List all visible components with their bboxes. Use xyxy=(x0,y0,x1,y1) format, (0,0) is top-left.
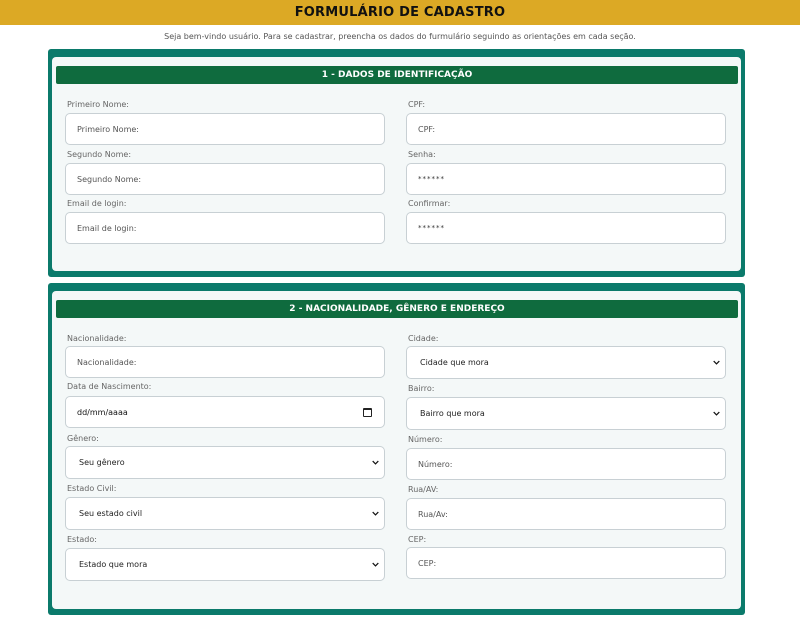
nacionalidade-input[interactable]: Nacionalidade: xyxy=(65,346,385,378)
bairro-label: Bairro: xyxy=(408,384,435,393)
section-nationality-address xyxy=(48,283,745,615)
nascimento-label: Data de Nascimento: xyxy=(67,382,152,391)
chevron-down-icon xyxy=(713,359,720,366)
page-title: FORMULÁRIO DE CADASTRO xyxy=(294,5,506,20)
cep-input[interactable]: CEP: xyxy=(406,547,726,579)
section-identification xyxy=(48,49,745,277)
segundo-nome-label: Segundo Nome: xyxy=(67,150,132,159)
estado-value: Estado que mora xyxy=(79,560,148,569)
nascimento-value: dd/mm/aaaa xyxy=(77,407,128,417)
nacionalidade-label: Nacionalidade: xyxy=(67,334,127,343)
cpf-label: CPF: xyxy=(408,100,426,109)
chevron-down-icon xyxy=(713,410,720,417)
primeiro-nome-input[interactable]: Primeiro Nome: xyxy=(65,113,385,145)
cpf-input[interactable]: CPF: xyxy=(406,113,726,145)
chevron-down-icon xyxy=(372,510,379,517)
numero-input[interactable]: Número: xyxy=(406,448,726,480)
genero-select[interactable] xyxy=(65,446,385,479)
email-input[interactable]: Email de login: xyxy=(65,212,385,244)
numero-label: Número: xyxy=(408,435,443,444)
section-title: 1 - DADOS DE IDENTIFICAÇÃO xyxy=(56,66,738,84)
senha-label: Senha: xyxy=(408,150,436,159)
chevron-down-icon xyxy=(372,459,379,466)
email-label: Email de login: xyxy=(67,199,127,208)
cidade-select[interactable] xyxy=(406,346,726,379)
estado-civil-label: Estado Civil: xyxy=(67,484,117,493)
primeiro-nome-label: Primeiro Nome: xyxy=(67,100,129,109)
calendar-icon[interactable] xyxy=(363,408,372,417)
section-title: 2 - NACIONALIDADE, GÊNERO E ENDEREÇO xyxy=(56,300,738,318)
header-bar xyxy=(0,0,800,25)
intro-text: Seja bem-vindo usuário. Para se cadastrar, preencha os dados do furmulário seguindo as orientações em cada seção. xyxy=(164,32,636,41)
rua-input[interactable]: Rua/Av: xyxy=(406,498,726,530)
confirmar-label: Confirmar: xyxy=(408,199,451,208)
genero-label: Gênero: xyxy=(67,434,99,443)
cidade-value: Cidade que mora xyxy=(420,358,489,367)
estado-label: Estado: xyxy=(67,535,97,544)
cep-label: CEP: xyxy=(408,535,427,544)
estado-civil-select[interactable] xyxy=(65,497,385,530)
estado-civil-value: Seu estado civil xyxy=(79,509,143,518)
genero-value: Seu gênero xyxy=(79,458,125,467)
chevron-down-icon xyxy=(372,561,379,568)
estado-select[interactable] xyxy=(65,548,385,581)
cidade-label: Cidade: xyxy=(408,334,439,343)
confirmar-input[interactable]: ****** xyxy=(406,212,726,244)
bairro-value: Bairro que mora xyxy=(420,409,485,418)
rua-label: Rua/AV: xyxy=(408,485,439,494)
segundo-nome-input[interactable]: Segundo Nome: xyxy=(65,163,385,195)
bairro-select[interactable] xyxy=(406,397,726,430)
senha-input[interactable]: ****** xyxy=(406,163,726,195)
nascimento-date-input[interactable] xyxy=(65,396,385,428)
